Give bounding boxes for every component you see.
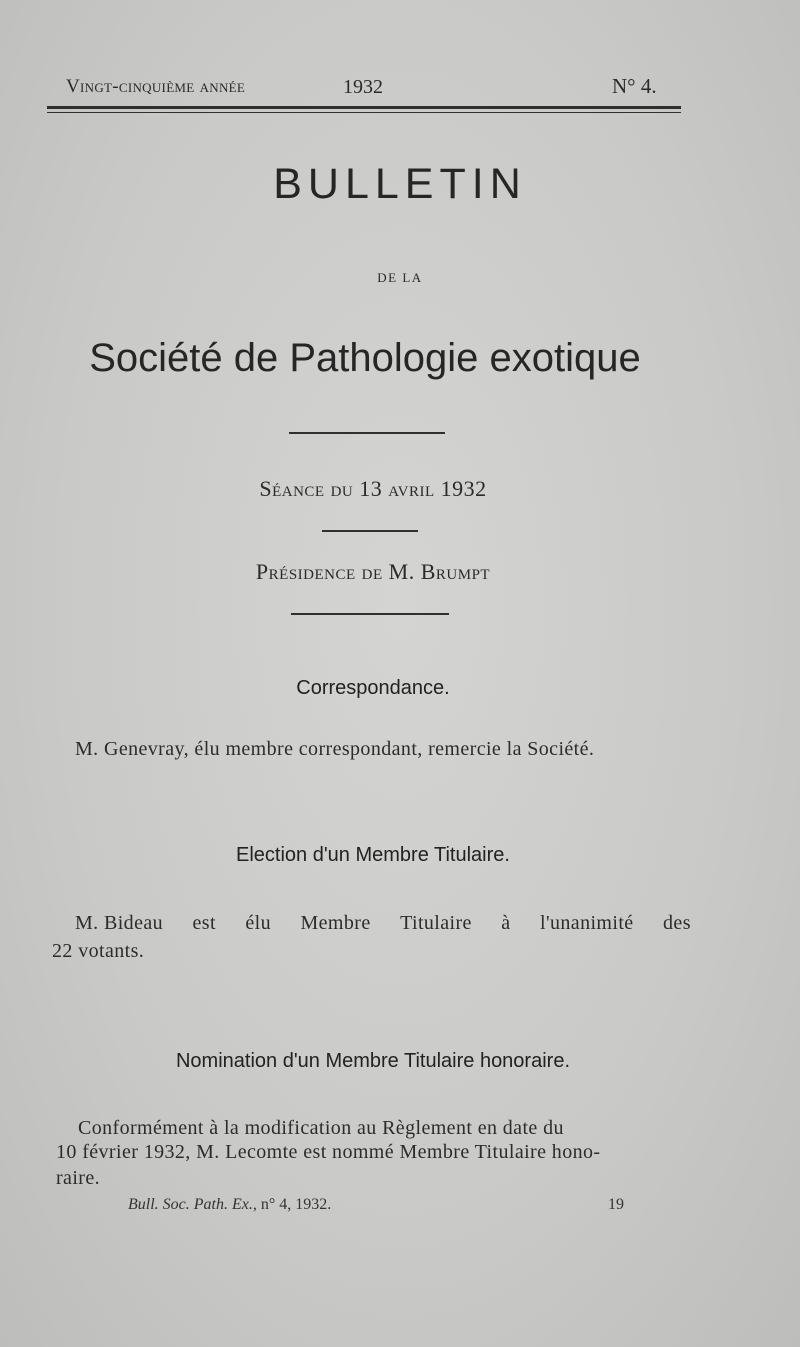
page-number: 19	[608, 1196, 624, 1213]
bulletin-title: BULLETIN	[273, 160, 527, 208]
year-label: 1932	[343, 76, 383, 98]
word: à	[501, 912, 511, 934]
word: l'unanimité	[540, 912, 634, 934]
footer-citation	[128, 1196, 331, 1214]
presidency: Présidence de M. Brumpt	[255, 559, 491, 584]
session-date: Séance du 13 avril 1932	[259, 476, 487, 501]
header-rule-thick	[47, 106, 681, 109]
title-connector: DE LA	[377, 270, 423, 285]
divider-2	[322, 530, 418, 532]
section-text-correspondance: M. Genevray, élu membre correspondant, remercie la Société.	[75, 738, 595, 760]
section-text-election-line1	[75, 912, 691, 935]
section-heading-election: Election d'un Membre Titulaire.	[236, 844, 510, 866]
section-text-election-line2: 22 votants.	[52, 940, 145, 962]
word: est	[192, 912, 216, 934]
volume-label: Vingt-cinquième année	[66, 76, 246, 97]
word: M. Bideau	[75, 912, 164, 934]
section-heading-nomination: Nomination d'un Membre Titulaire honoraire.	[175, 1050, 570, 1072]
citation-journal: Bull. Soc. Path. Ex.	[128, 1196, 253, 1213]
word: des	[663, 912, 691, 934]
section-text-nomination-line3: raire.	[56, 1167, 101, 1189]
citation-issue: , n° 4, 1932.	[252, 1196, 332, 1213]
section-text-nomination-line2: 10 février 1932, M. Lecomte est nommé Membre Titulaire hono-	[56, 1141, 601, 1163]
word: élu	[245, 912, 272, 934]
issue-number: N° 4.	[612, 74, 657, 98]
word: Titulaire	[400, 912, 472, 934]
divider-1	[289, 432, 445, 434]
divider-3	[291, 613, 449, 615]
word: Membre	[300, 912, 371, 934]
section-text-nomination-line1: Conformément à la modification au Règlement en date du	[78, 1117, 564, 1139]
header-rule-thin	[47, 112, 681, 113]
society-name: Société de Pathologie exotique	[89, 336, 641, 380]
section-heading-correspondance: Correspondance.	[296, 677, 450, 699]
